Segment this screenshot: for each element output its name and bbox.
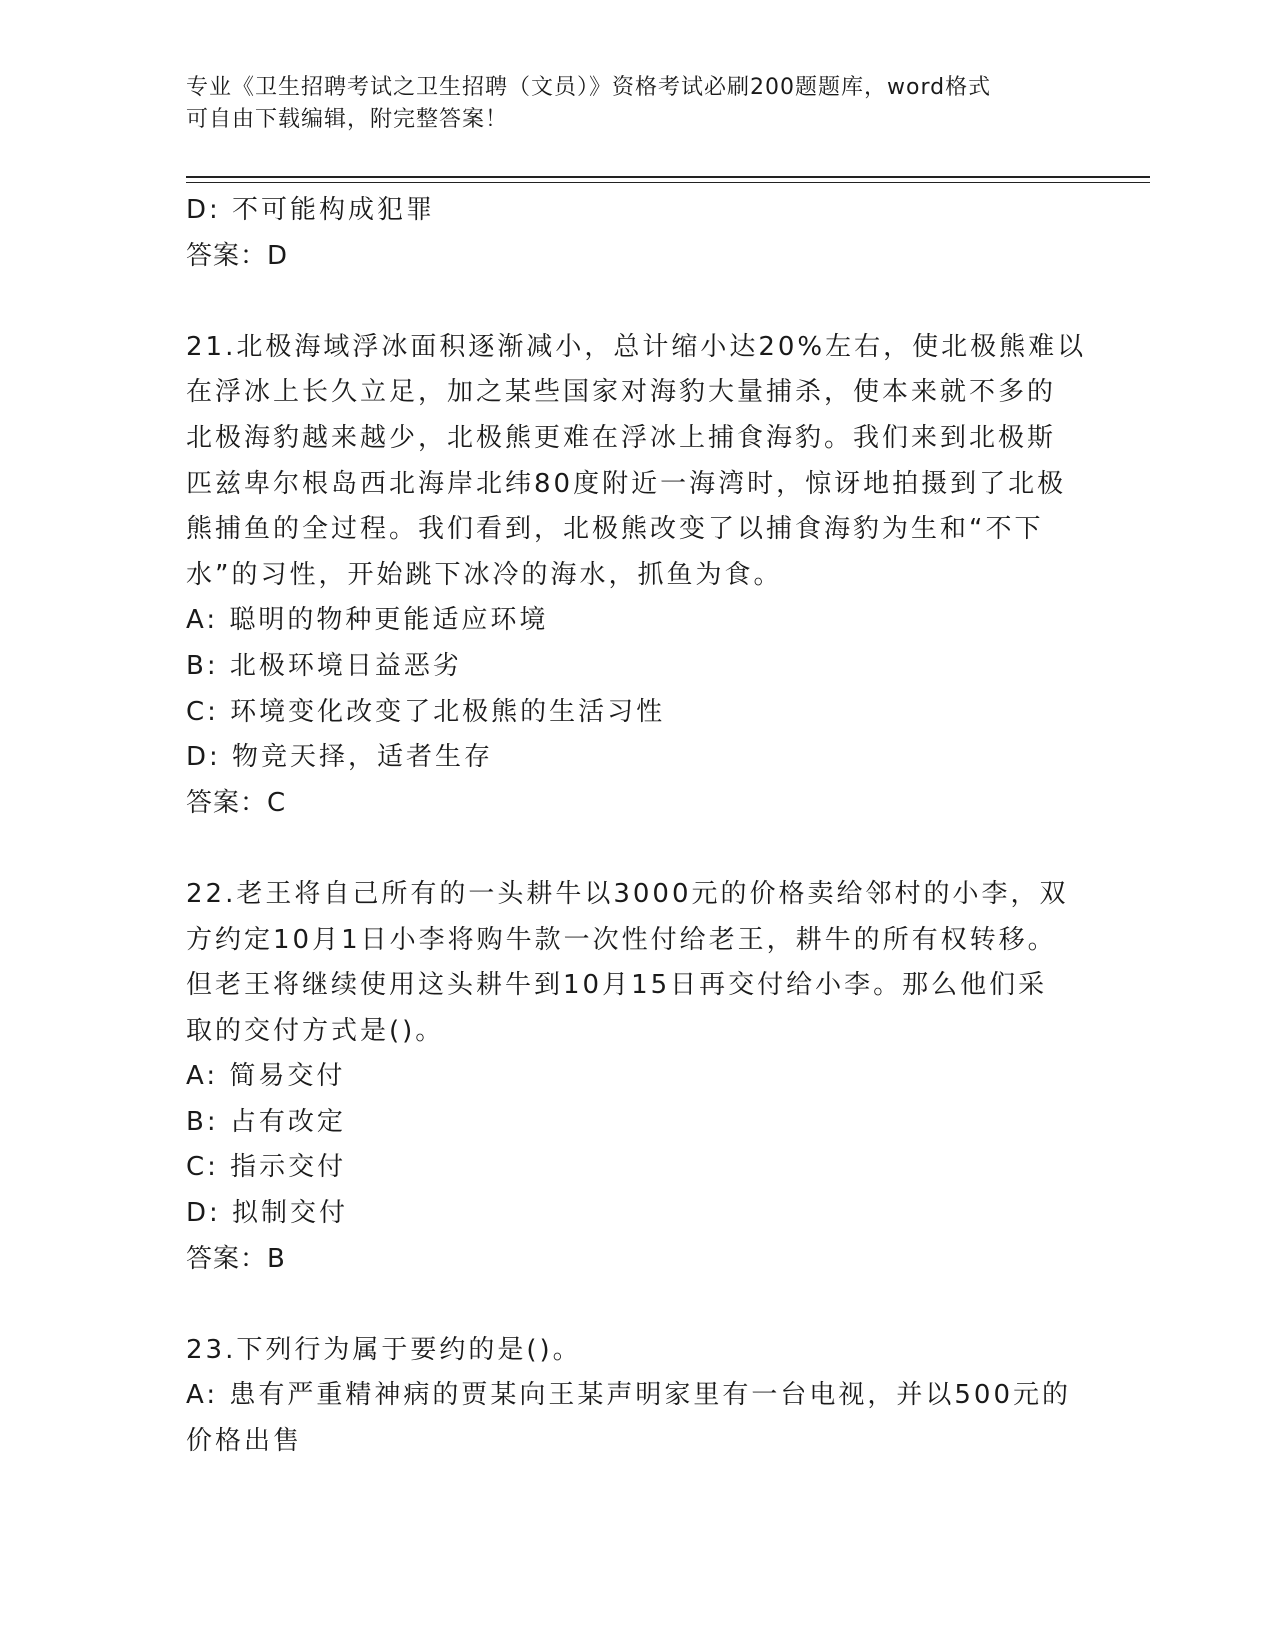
option-a: A: 患有严重精神病的贾某向王某声明家里有一台电视，并以500元的 (186, 1380, 1071, 1411)
spacer (186, 279, 1076, 325)
question-stem-line: 方约定10月1日小李将购牛款一次性付给老王，耕牛的所有权转移。 (186, 924, 1057, 955)
question-stem-line: 23.下列行为属于要约的是()。 (186, 1334, 582, 1365)
document-header (186, 72, 1086, 136)
question-stem-line: 在浮冰上长久立足，加之某些国家对海豹大量捕杀，使本来就不多的 (186, 377, 1057, 408)
question-23 (186, 1328, 1076, 1465)
question-stem-line: 但老王将继续使用这头耕牛到10月15日再交付给小李。那么他们采 (186, 970, 1048, 1001)
question-stem-line: 北极海豹越来越少，北极熊更难在浮冰上捕食海豹。我们来到北极斯 (186, 422, 1057, 453)
question-stem-line: 熊捕鱼的全过程。我们看到，北极熊改变了以捕食海豹为生和“不下 (186, 514, 1044, 545)
question-stem-line: 取的交付方式是()。 (186, 1015, 445, 1046)
previous-question-tail (186, 188, 1076, 279)
spacer (186, 826, 1076, 872)
question-stem-line: 水”的习性，开始跳下冰冷的海水，抓鱼为食。 (186, 559, 783, 590)
header-divider-thick (186, 176, 1150, 178)
option-b: B: 北极环境日益恶劣 (186, 650, 462, 681)
header-line-1: 专业《卫生招聘考试之卫生招聘（文员）》资格考试必刷200题题库，word格式 (186, 75, 992, 100)
answer-line: 答案：C (186, 787, 287, 818)
header-line-2: 可自由下载编辑，附完整答案！ (186, 107, 509, 132)
answer-line: 答案：B (186, 1243, 286, 1274)
option-b: B: 占有改定 (186, 1106, 346, 1137)
option-d: D: 拟制交付 (186, 1198, 349, 1229)
option-c: C: 环境变化改变了北极熊的生活习性 (186, 696, 666, 727)
question-stem-line: 22.老王将自己所有的一头耕牛以3000元的价格卖给邻村的小李，双 (186, 878, 1069, 909)
question-stem-line: 匹兹卑尔根岛西北海岸北纬80度附近一海湾时，惊讶地拍摄到了北极 (186, 468, 1067, 499)
spacer (186, 1282, 1076, 1328)
option-d: D: 物竞天择，适者生存 (186, 742, 494, 773)
answer-line: 答案：D (186, 240, 289, 271)
option-a: A: 聪明的物种更能适应环境 (186, 605, 549, 636)
document-body (186, 188, 1087, 1465)
option-c: C: 指示交付 (186, 1152, 347, 1183)
header-divider-thin (186, 182, 1150, 183)
question-stem-line: 21.北极海域浮冰面积逐渐减小，总计缩小达20%左右，使北极熊难以 (186, 331, 1087, 362)
option-a-continued: 价格出售 (186, 1426, 303, 1457)
option-a: A: 简易交付 (186, 1061, 346, 1092)
question-22 (186, 872, 1076, 1282)
option-d: D: 不可能构成犯罪 (186, 195, 436, 225)
question-21 (186, 325, 1087, 827)
